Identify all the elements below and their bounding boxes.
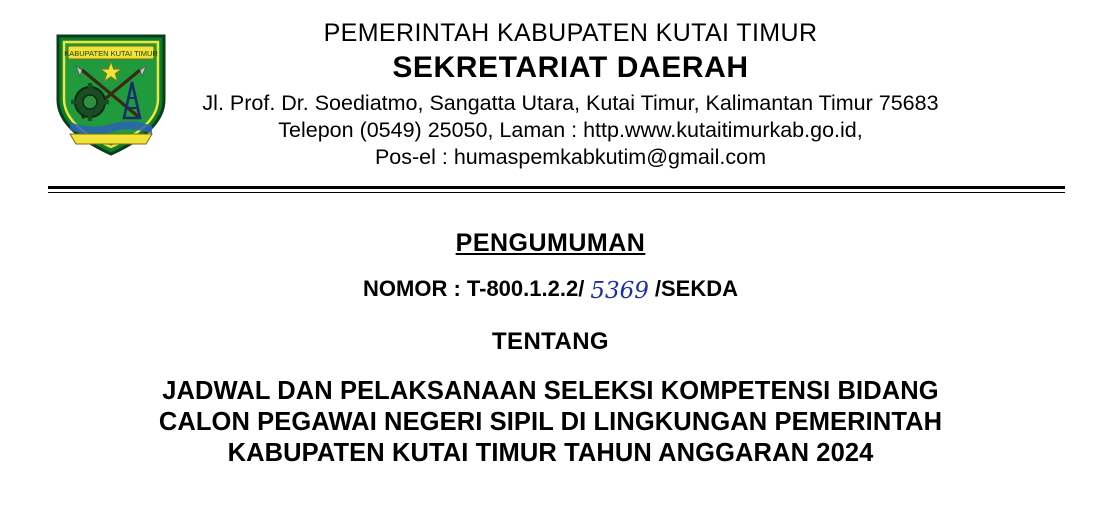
government-name: PEMERINTAH KABUPATEN KUTAI TIMUR: [323, 19, 818, 47]
document-number-suffix: /SEKDA: [654, 276, 738, 301]
office-phone-website: Telepon (0549) 25050, Laman : http.www.kutaitimurkab.go.id,: [278, 118, 863, 142]
document-body: [0, 228, 1101, 469]
letterhead: [0, 0, 1101, 170]
office-name: SEKRETARIAT DAERAH: [392, 51, 749, 84]
svg-text:KABUPATEN KUTAI TIMUR: KABUPATEN KUTAI TIMUR: [64, 49, 158, 58]
page-title: PENGUMUMAN: [455, 229, 646, 257]
document-number-handwritten: 5369: [590, 278, 649, 304]
office-address: Jl. Prof. Dr. Soediatmo, Sangatta Utara, Kutai Timur, Kalimantan Timur 75683: [202, 91, 939, 115]
document-subject: [0, 376, 1101, 469]
subject-line-3: KABUPATEN KUTAI TIMUR TAHUN ANGGARAN 2024: [227, 439, 874, 467]
document-number-prefix: NOMOR : T-800.1.2.2/: [363, 276, 585, 301]
letterhead-divider: [48, 186, 1065, 193]
subject-line-1: JADWAL DAN PELAKSANAAN SELEKSI KOMPETENSI BIDANG: [162, 377, 939, 405]
about-label: TENTANG: [491, 328, 609, 355]
regency-emblem-icon: [52, 26, 170, 158]
divider-thick-line: [48, 186, 1065, 189]
document-number: [0, 276, 1101, 302]
office-email: Pos-el : humaspemkabkutim@gmail.com: [374, 145, 767, 169]
divider-thin-line: [48, 192, 1065, 193]
subject-line-2: CALON PEGAWAI NEGERI SIPIL DI LINGKUNGAN PEMERINTAH: [158, 408, 943, 436]
